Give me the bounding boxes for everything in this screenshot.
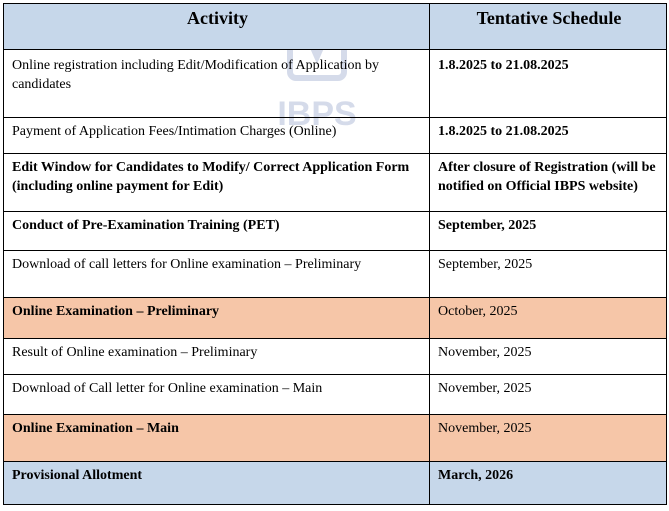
schedule-cell: 1.8.2025 to 21.08.2025: [430, 50, 667, 118]
schedule-cell: After closure of Registration (will be notified on Official IBPS website): [430, 154, 667, 212]
table-row-highlighted: [4, 462, 667, 505]
activity-cell: Online Examination – Main: [4, 415, 430, 462]
activity-cell: Result of Online examination – Preliminary: [4, 339, 430, 375]
table-row: [4, 50, 667, 118]
table-row-highlighted: [4, 298, 667, 339]
header-activity: Activity: [4, 4, 430, 50]
activity-cell: Download of call letters for Online examination – Preliminary: [4, 251, 430, 298]
table-row: [4, 251, 667, 298]
schedule-cell: November, 2025: [430, 339, 667, 375]
activity-cell: Edit Window for Candidates to Modify/ Correct Application Form (including online payment for Edit): [4, 154, 430, 212]
table-row: [4, 339, 667, 375]
table-row-highlighted: [4, 415, 667, 462]
table-row: [4, 375, 667, 415]
activity-cell: Conduct of Pre-Examination Training (PET): [4, 212, 430, 251]
table-row: [4, 154, 667, 212]
activity-cell: Download of Call letter for Online examination – Main: [4, 375, 430, 415]
table-row: [4, 118, 667, 154]
activity-cell: Online registration including Edit/Modification of Application by candidates: [4, 50, 430, 118]
schedule-cell: September, 2025: [430, 251, 667, 298]
schedule-cell: September, 2025: [430, 212, 667, 251]
schedule-cell: March, 2026: [430, 462, 667, 505]
activity-cell: Provisional Allotment: [4, 462, 430, 505]
activity-cell: Online Examination – Preliminary: [4, 298, 430, 339]
schedule-cell: November, 2025: [430, 375, 667, 415]
schedule-cell: November, 2025: [430, 415, 667, 462]
table-header-row: [4, 4, 667, 50]
header-schedule: Tentative Schedule: [430, 4, 667, 50]
table-row: [4, 212, 667, 251]
watermark-logo-text: IBPS: [277, 95, 357, 133]
activity-cell: Payment of Application Fees/Intimation Charges (Online): [4, 118, 430, 154]
schedule-table: [3, 3, 667, 505]
schedule-cell: October, 2025: [430, 298, 667, 339]
schedule-cell: 1.8.2025 to 21.08.2025: [430, 118, 667, 154]
